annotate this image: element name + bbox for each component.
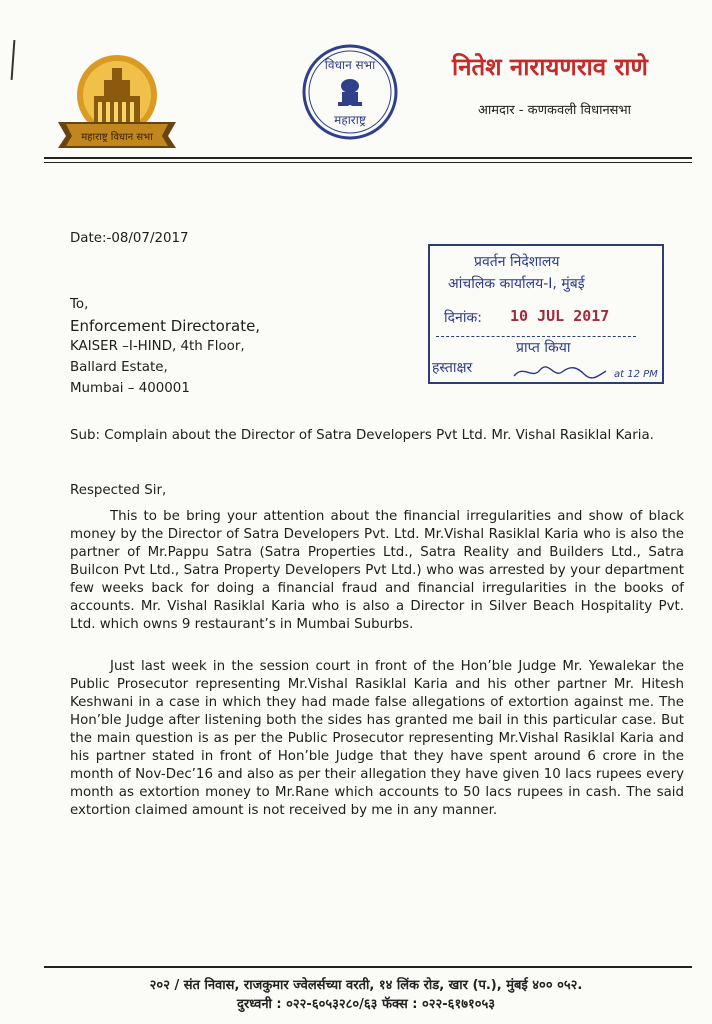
- stamp-date-value: 10 JUL 2017: [510, 307, 610, 325]
- letterhead-designation: आमदार - कणकवली विधानसभा: [478, 103, 631, 118]
- stamp-received: प्राप्त किया: [516, 340, 571, 356]
- footer-phone: दुरध्वनी : ०२२-६०५३२८०/६३ फॅक्स : ०२२-६१७१०५३: [236, 997, 496, 1012]
- letterhead-name: नितेश नारायणराव राणे: [452, 52, 648, 81]
- signature-note: at 12 PM: [614, 369, 658, 380]
- body-paragraph: This to be bring your attention about the financial irregularities and show of black money by the Director of Satra Developers Pvt. Ltd. Mr.Vishal Rasiklal Karia who is also the partner of Mr.Pappu Satra (Satra Properties Ltd., Satra Reality and Builders Ltd., Satra Builcon Pvt Ltd., Satra Property Developers Pvt Ltd.) who was arrested by your department few weeks back for doing a financial fraud and financial irregularities in the books of accounts. Mr. Vishal Rasiklal Karia who is also a Director in Silver Beach Hospitality Pvt. Ltd. which owns 9 restaurant’s in Mumbai Suburbs.: [70, 509, 684, 632]
- address-line: Mumbai – 400001: [70, 381, 190, 396]
- body-paragraph: Just last week in the session court in front of the Hon’ble Judge Mr. Yewalekar the Public Prosecutor representing Mr.Vishal Rasiklal Karia and his other partner Mr. Hitesh Keshwani in a case in which they had made false allegations of extortion against me. The Hon’ble Judge after listening both the sides has granted me bail in this particular case. But the main question is as per the Public Prosecutor representing Mr.Vishal Rasiklal Karia and his partner stated in front of Hon’ble Judge that they have spent around 6 crore in the month of Nov-Dec’16 and also as per their allegation they have given 10 lacs rupees every month as extortion money to Mr.Rane which accounts to 50 lacs rupees in cash. The said extortion claimed amount is not received by me in any manner.: [70, 659, 684, 818]
- address-block: [70, 296, 260, 401]
- footer-divider: [44, 966, 692, 968]
- address-line: KAISER –I-HIND, 4th Floor,: [70, 339, 245, 354]
- margin-mark: [11, 40, 16, 80]
- seal-bottom-text: महाराष्ट्र: [334, 113, 366, 127]
- salutation: Respected Sir,: [70, 483, 167, 498]
- seal-top-text: विधान सभा: [324, 58, 376, 72]
- address-line: Ballard Estate,: [70, 360, 168, 375]
- emblem-seal: [300, 42, 400, 142]
- subject-line: Sub: Complain about the Director of Satra Developers Pvt Ltd. Mr. Vishal Rasiklal Karia.: [70, 428, 654, 443]
- assembly-logo-text: महाराष्ट्र विधान सभा: [81, 132, 153, 143]
- addressee: Enforcement Directorate,: [70, 317, 261, 335]
- footer-address: २०२ / संत निवास, राजकुमार ज्वेलर्सच्या वरती, १४ लिंक रोड, खार (प.), मुंबई ४०० ०५२.: [149, 978, 583, 993]
- header-divider-thin: [44, 162, 692, 163]
- stamp-office: प्रवर्तन निदेशालय: [474, 254, 560, 270]
- lion-capital-icon: [338, 79, 362, 109]
- header-divider: [44, 157, 692, 159]
- stamp-signature-label: हस्ताक्षर: [432, 360, 473, 376]
- letter-date: Date:-08/07/2017: [70, 231, 189, 246]
- signature-scribble: [510, 362, 678, 382]
- to-line: To,: [70, 297, 89, 312]
- stamp-divider: [436, 336, 636, 337]
- assembly-logo: [52, 50, 182, 150]
- stamp-date-label: दिनांक:: [444, 310, 482, 326]
- stamp-zone: आंचलिक कार्यालय-I, मुंबई: [448, 276, 585, 292]
